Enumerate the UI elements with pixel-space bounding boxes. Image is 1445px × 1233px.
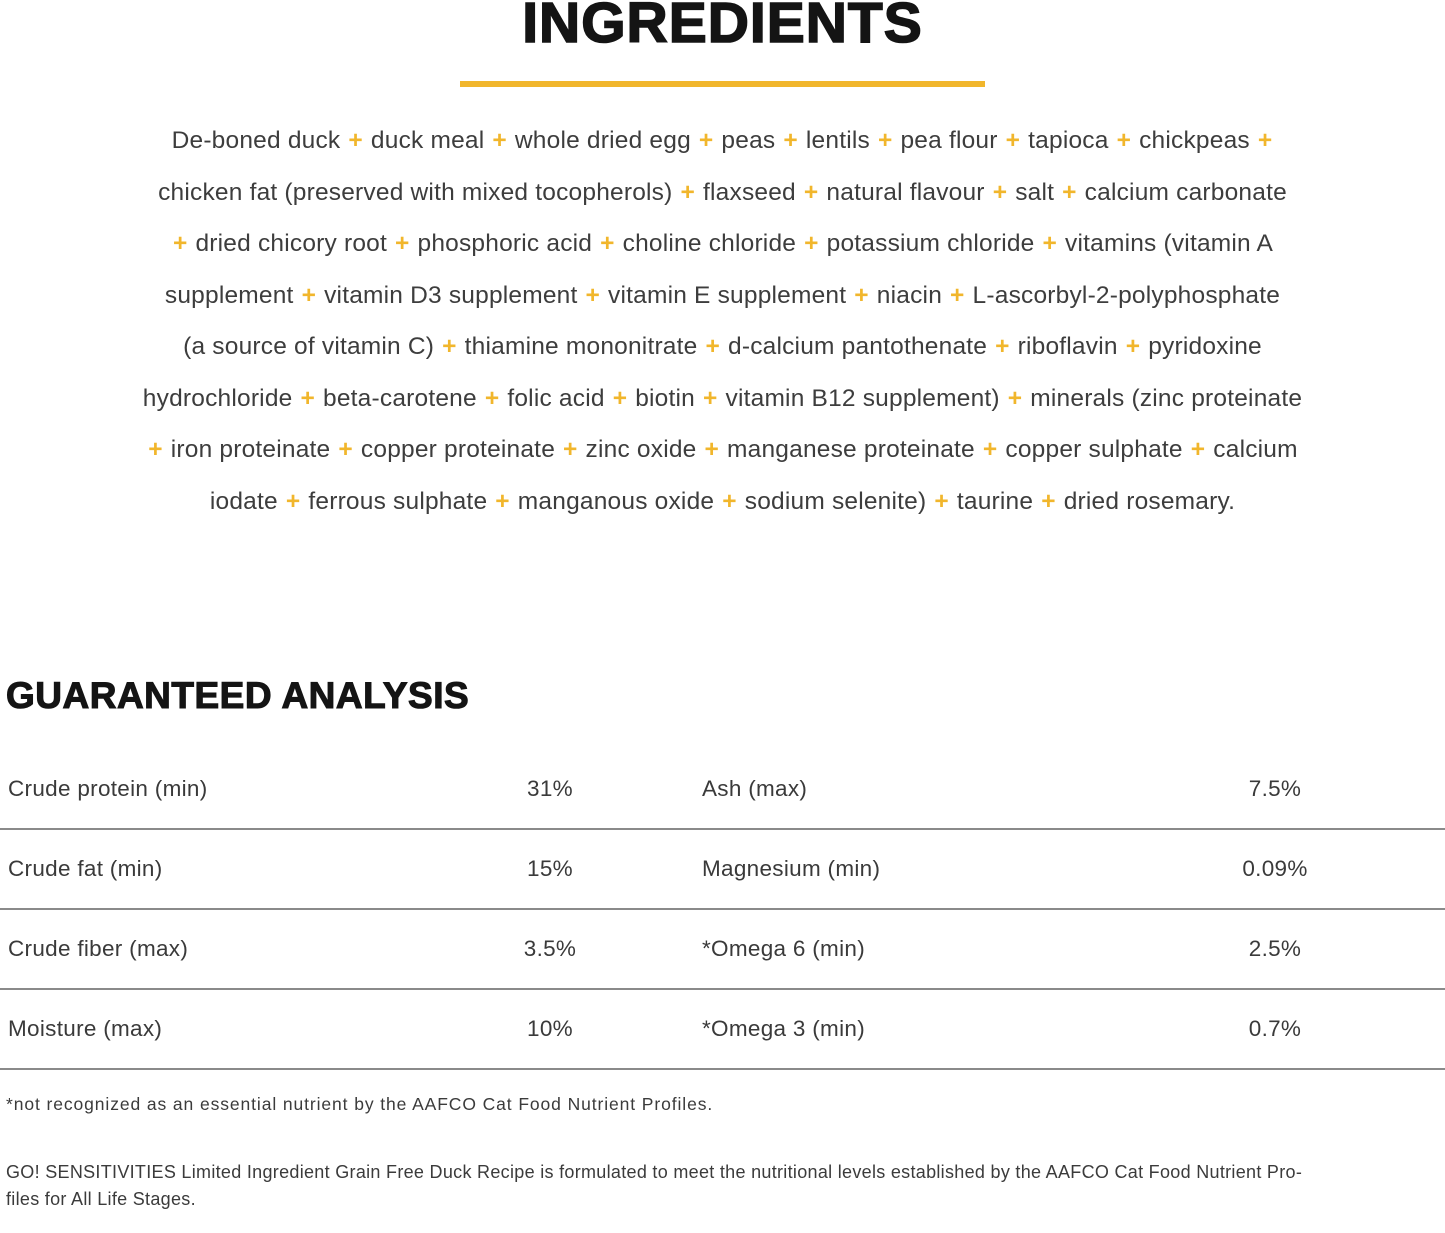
plus-separator-icon: + bbox=[1042, 230, 1058, 257]
nutrient-label: Magnesium (min) bbox=[702, 856, 881, 881]
plus-separator-icon: + bbox=[338, 436, 353, 463]
nutrient-value: 7.5% bbox=[1248, 776, 1302, 801]
ingredients-line: supplement + vitamin D3 supplement + vitamin E supplement + niacin + L-ascorbyl-2-polyphosphate bbox=[164, 281, 1281, 309]
ingredients-list bbox=[0, 115, 1445, 527]
plus-separator-icon: + bbox=[442, 333, 457, 360]
plus-separator-icon: + bbox=[1190, 436, 1206, 463]
plus-separator-icon: + bbox=[704, 436, 720, 463]
nutrient-value: 0.09% bbox=[1242, 856, 1308, 881]
plus-separator-icon: + bbox=[803, 178, 819, 206]
plus-separator-icon: + bbox=[877, 127, 893, 154]
nutrient-value: 15% bbox=[527, 856, 573, 881]
plus-separator-icon: + bbox=[484, 384, 500, 412]
plus-separator-icon: + bbox=[563, 436, 578, 463]
plus-separator-icon: + bbox=[394, 230, 410, 257]
nutrient-label: Moisture (max) bbox=[8, 1016, 163, 1041]
nutrient-label: Crude protein (min) bbox=[8, 776, 208, 801]
nutrient-label: *Omega 3 (min) bbox=[702, 1016, 865, 1041]
plus-separator-icon: + bbox=[285, 487, 301, 515]
plus-separator-icon: + bbox=[854, 281, 869, 309]
plus-separator-icon: + bbox=[1041, 487, 1056, 515]
nutrient-label: Crude fat (min) bbox=[8, 856, 163, 881]
guaranteed-analysis-heading: GUARANTEED ANALYSIS bbox=[6, 675, 470, 716]
plus-separator-icon: + bbox=[722, 487, 737, 515]
plus-separator-icon: + bbox=[1005, 127, 1021, 154]
plus-separator-icon: + bbox=[992, 178, 1008, 206]
title-underline bbox=[460, 81, 985, 87]
aafco-statement bbox=[6, 1159, 1445, 1212]
plus-separator-icon: + bbox=[1125, 333, 1141, 360]
plus-separator-icon: + bbox=[300, 384, 316, 412]
plus-separator-icon: + bbox=[492, 127, 507, 154]
plus-separator-icon: + bbox=[301, 281, 317, 309]
plus-separator-icon: + bbox=[1116, 127, 1132, 154]
guaranteed-analysis-table bbox=[0, 750, 1445, 1070]
plus-separator-icon: + bbox=[1257, 127, 1273, 154]
page-title: INGREDIENTS bbox=[522, 0, 923, 55]
table-row bbox=[0, 830, 1445, 910]
plus-separator-icon: + bbox=[1007, 384, 1023, 412]
ingredients-line: + dried chicory root + phosphoric acid + choline chloride + potassium chloride + vitamins (vitamin A bbox=[172, 230, 1274, 257]
nutrient-value: 3.5% bbox=[523, 936, 577, 961]
table-row bbox=[0, 750, 1445, 830]
plus-separator-icon: + bbox=[705, 333, 720, 360]
plus-separator-icon: + bbox=[698, 127, 714, 154]
nutrient-label: Crude fiber (max) bbox=[8, 936, 189, 961]
plus-separator-icon: + bbox=[172, 230, 188, 257]
nutrient-value: 0.7% bbox=[1248, 1016, 1302, 1041]
plus-separator-icon: + bbox=[612, 384, 628, 412]
plus-separator-icon: + bbox=[495, 487, 510, 515]
table-row bbox=[0, 910, 1445, 990]
plus-separator-icon: + bbox=[934, 487, 949, 515]
ingredients-line: De-boned duck + duck meal + whole dried egg + peas + lentils + pea flour + tapioca + chickpeas + bbox=[171, 127, 1273, 154]
aafco-footnote: *not recognized as an essential nutrient by the AAFCO Cat Food Nutrient Profiles. bbox=[6, 1094, 714, 1114]
plus-separator-icon: + bbox=[1062, 178, 1077, 206]
plus-separator-icon: + bbox=[783, 127, 798, 154]
plus-separator-icon: + bbox=[148, 436, 163, 463]
plus-separator-icon: + bbox=[680, 178, 696, 206]
statement-line: files for All Life Stages. bbox=[6, 1188, 196, 1209]
ingredients-line: + iron proteinate + copper proteinate + zinc oxide + manganese proteinate + copper sulphate + calcium bbox=[148, 436, 1298, 463]
plus-separator-icon: + bbox=[703, 384, 718, 412]
ingredients-line: hydrochloride + beta-carotene + folic acid + biotin + vitamin B12 supplement) + minerals (zinc proteinate bbox=[142, 384, 1303, 412]
plus-separator-icon: + bbox=[348, 127, 363, 154]
ingredients-line: (a source of vitamin C) + thiamine mononitrate + d-calcium pantothenate + riboflavin + pyridoxine bbox=[183, 333, 1262, 360]
table-row bbox=[0, 990, 1445, 1070]
plus-separator-icon: + bbox=[600, 230, 615, 257]
ingredients-line: iodate + ferrous sulphate + manganous oxide + sodium selenite) + taurine + dried rosemary. bbox=[209, 487, 1236, 515]
ingredients-line: chicken fat (preserved with mixed tocopherols) + flaxseed + natural flavour + salt + calcium carbonate bbox=[158, 178, 1287, 206]
nutrient-value: 2.5% bbox=[1248, 936, 1302, 961]
plus-separator-icon: + bbox=[995, 333, 1010, 360]
nutrient-label: *Omega 6 (min) bbox=[702, 936, 865, 961]
nutrient-value: 10% bbox=[527, 1016, 573, 1041]
plus-separator-icon: + bbox=[585, 281, 601, 309]
nutrient-label: Ash (max) bbox=[702, 776, 808, 801]
statement-line: GO! SENSITIVITIES Limited Ingredient Grain Free Duck Recipe is formulated to meet the nutritional levels established by the AAFCO Cat Food Nutrient Pro- bbox=[6, 1162, 1303, 1182]
nutrient-value: 31% bbox=[527, 776, 573, 801]
plus-separator-icon: + bbox=[950, 281, 965, 309]
plus-separator-icon: + bbox=[804, 230, 819, 257]
plus-separator-icon: + bbox=[982, 436, 998, 463]
